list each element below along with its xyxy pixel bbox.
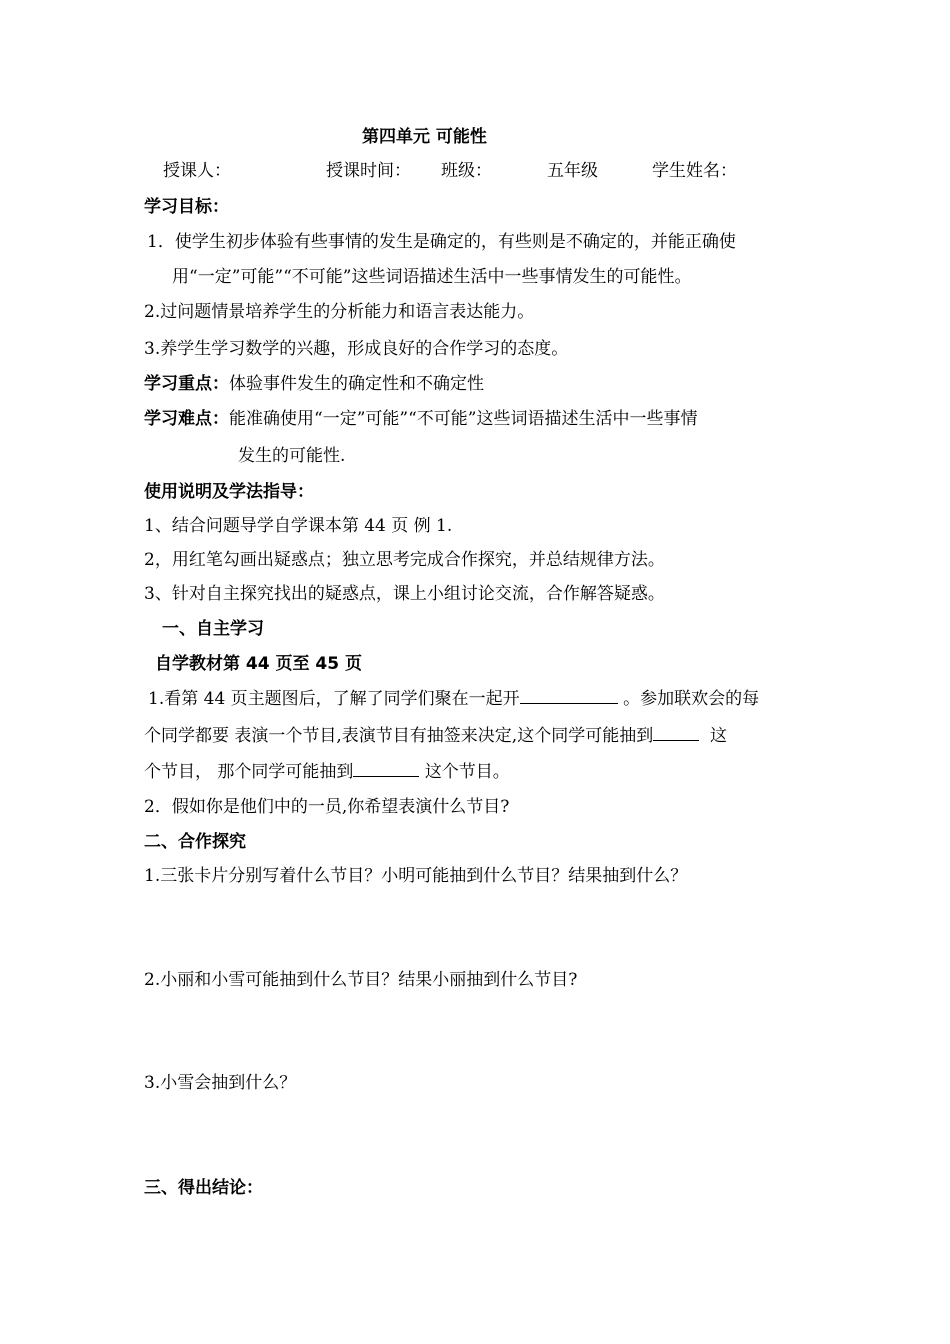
class-label: 班级： (441, 161, 492, 181)
key-point-label: 学习重点： (144, 374, 229, 394)
cooperate-q1: 1.三张卡片分别写着什么节目？小明可能抽到什么节目？结果抽到什么？ (144, 866, 688, 886)
q1-text-b: 。参加联欢会的每 (623, 689, 760, 709)
q1-text-f: 这个节目。 (424, 762, 510, 782)
q1-text-d: 这 (710, 726, 728, 746)
answer-blank-2[interactable] (653, 724, 699, 741)
cooperate-heading: 二、合作探究 (144, 832, 246, 852)
cooperate-q3: 3.小雪会抽到什么？ (144, 1073, 297, 1093)
key-point (144, 373, 484, 395)
guide-item-3: 3、针对自主探究找出的疑惑点，课上小组讨论交流，合作解答疑惑。 (144, 584, 665, 604)
difficulty-line-1: 能准确使用“一定”可能”“不可能”这些词语描述生活中一些事情 (229, 409, 698, 429)
objective-3: 3.养学生学习数学的兴趣，形成良好的合作学习的态度。 (144, 339, 569, 359)
objective-2: 2.过问题情景培养学生的分析能力和语言表达能力。 (144, 302, 535, 322)
conclusion-heading: 三、得出结论： (144, 1178, 263, 1198)
objective-1-line-1: 1．使学生初步体验有些事情的发生是确定的，有些则是不确定的，并能正确使 (147, 232, 736, 252)
student-label: 学生姓名： (652, 161, 737, 181)
page-title: 第四单元 可能性 (362, 127, 487, 147)
teacher-label: 授课人： (163, 161, 231, 181)
self-study-q1-line-1 (148, 687, 759, 710)
self-study-q1-line-2 (144, 724, 727, 747)
key-point-text: 体验事件发生的确定性和不确定性 (229, 374, 484, 394)
cooperate-q2: 2.小丽和小雪可能抽到什么节目？结果小丽抽到什么节目? (144, 970, 578, 990)
self-study-q2: 2．假如你是他们中的一员,你希望表演什么节目? (144, 797, 510, 817)
q1-text-e: 个节目， 那个同学可能抽到 (144, 762, 354, 782)
guide-item-2: 2，用红笔勾画出疑惑点；独立思考完成合作探究，并总结规律方法。 (144, 550, 665, 570)
time-label: 授课时间： (326, 161, 411, 181)
objective-1-line-2: 用“一定”可能”“不可能”这些词语描述生活中一些事情发生的可能性。 (172, 267, 692, 287)
self-study-heading: 一、自主学习 (162, 619, 264, 639)
difficulty (144, 408, 697, 430)
difficulty-line-2: 发生的可能性. (238, 446, 346, 466)
answer-blank-3[interactable] (353, 760, 419, 777)
grade-value: 五年级 (547, 161, 598, 181)
guide-item-1: 1、结合问题导学自学课本第 44 页 例 1. (144, 516, 453, 536)
q1-text-c: 个同学都要 表演一个节目,表演节目有抽签来决定,这个同学可能抽到 (144, 726, 654, 746)
q1-text-a: 1.看第 44 页主题图后，了解了同学们聚在一起开 (148, 689, 520, 709)
difficulty-label: 学习难点： (144, 409, 229, 429)
self-study-subheading: 自学教材第 44 页至 45 页 (155, 654, 362, 674)
objectives-heading: 学习目标： (144, 197, 229, 217)
guide-heading: 使用说明及学法指导： (144, 482, 314, 502)
self-study-q1-line-3 (144, 760, 510, 783)
answer-blank-1[interactable] (520, 687, 618, 704)
